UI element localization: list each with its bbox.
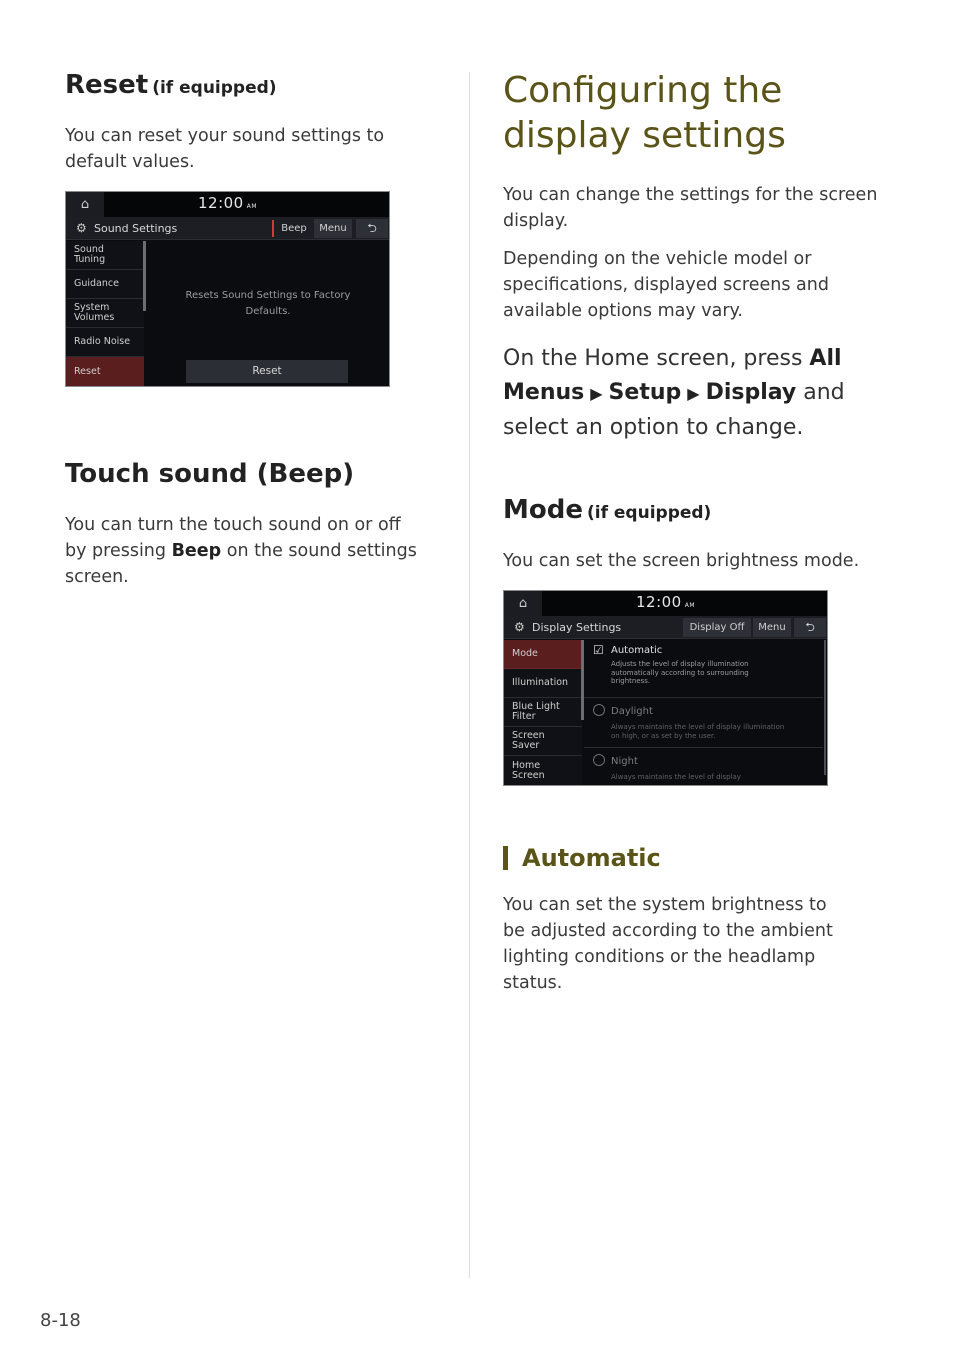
option-label: Automatic bbox=[611, 645, 663, 657]
right-column bbox=[503, 68, 903, 996]
status-bar bbox=[66, 192, 389, 217]
mode-title: Mode bbox=[503, 495, 583, 525]
mode-equipped-note: (if equipped) bbox=[586, 503, 712, 523]
chapter-title-line2: display settings bbox=[503, 115, 786, 156]
back-button[interactable] bbox=[794, 618, 826, 637]
menu-item-blue-light-filter[interactable] bbox=[504, 698, 582, 727]
menu-item-screen-saver[interactable] bbox=[504, 727, 582, 756]
chapter-title-line1: Configuring the bbox=[503, 70, 783, 111]
gear-icon: ⚙ bbox=[514, 620, 525, 635]
title-bar bbox=[66, 217, 389, 240]
automatic-title: Automatic bbox=[522, 844, 661, 873]
home-icon: ⌂ bbox=[504, 591, 542, 616]
menu-item-illumination[interactable] bbox=[504, 669, 582, 698]
display-off-button[interactable]: Display Off bbox=[683, 618, 751, 637]
beep-indicator bbox=[272, 220, 274, 237]
menu-item-label: Guidance bbox=[74, 278, 119, 290]
option-desc: Always maintains the level of display illumination on high, or as set by the user. bbox=[611, 723, 785, 740]
instr-text: On the Home screen, press bbox=[503, 346, 810, 371]
scrollbar[interactable] bbox=[143, 241, 146, 311]
arrow-right-icon: ▶ bbox=[590, 384, 603, 403]
menu-item-mode[interactable] bbox=[504, 640, 582, 669]
radio-icon bbox=[593, 754, 605, 766]
checkbox-checked-icon: ☑ bbox=[593, 643, 604, 658]
menu-item-label: Sound Tuning bbox=[74, 244, 106, 266]
display-settings-screenshot bbox=[503, 590, 828, 786]
menu-item-label: Blue Light Filter bbox=[512, 701, 560, 723]
menu-item-label: Screen Saver bbox=[512, 730, 545, 752]
page-number: 8-18 bbox=[40, 1310, 81, 1331]
menu-item-system-volumes[interactable] bbox=[66, 299, 144, 328]
option-label: Night bbox=[611, 756, 638, 768]
instr-all-menus: All Menus bbox=[503, 346, 842, 405]
option-night[interactable] bbox=[584, 749, 823, 786]
column-divider bbox=[469, 72, 470, 1278]
option-label: Daylight bbox=[611, 706, 653, 718]
sound-settings-screenshot bbox=[65, 191, 390, 387]
reset-title: Reset bbox=[65, 70, 149, 100]
screen-title: Display Settings bbox=[532, 621, 622, 635]
automatic-body: You can set the system brightness to be adjusted according to the ambient lighting conditions or the headlamp status. bbox=[503, 895, 833, 994]
reset-equipped-note: (if equipped) bbox=[152, 78, 277, 98]
display-menu-list bbox=[504, 640, 582, 786]
menu-item-label: Mode bbox=[512, 648, 538, 660]
touch-sound-body bbox=[65, 512, 420, 590]
clock bbox=[66, 194, 389, 212]
home-icon: ⌂ bbox=[66, 192, 104, 217]
clock-time: 12:00 bbox=[197, 194, 244, 213]
menu-item-label: Home Screen bbox=[512, 759, 545, 781]
gear-icon: ⚙ bbox=[76, 221, 87, 236]
reset-heading bbox=[65, 70, 425, 101]
automatic-heading bbox=[503, 844, 903, 872]
radio-icon bbox=[593, 704, 605, 716]
menu-item-guidance[interactable] bbox=[66, 270, 144, 299]
instr-setup: Setup bbox=[608, 380, 682, 405]
touch-body-text: You can turn the touch sound on or off by pressing bbox=[65, 515, 401, 562]
touch-sound-heading: Touch sound (Beep) bbox=[65, 459, 355, 490]
menu-button[interactable]: Menu bbox=[753, 618, 791, 637]
mode-body: You can set the screen brightness mode. bbox=[503, 551, 860, 572]
menu-item-label: System Volumes bbox=[74, 302, 115, 324]
title-bar bbox=[504, 616, 827, 639]
menu-button[interactable]: Menu bbox=[314, 219, 352, 238]
intro-text: You can change the settings for the screen display. bbox=[503, 185, 878, 231]
clock-time: 12:00 bbox=[635, 593, 682, 612]
mode-heading bbox=[503, 495, 903, 526]
reset-body: You can reset your sound settings to default values. bbox=[65, 126, 385, 173]
menu-item-reset[interactable] bbox=[66, 357, 144, 387]
back-icon: ⮌ bbox=[805, 620, 815, 635]
option-automatic[interactable] bbox=[584, 640, 823, 698]
option-desc: Always maintains the level of display bbox=[611, 773, 741, 782]
screen-title: Sound Settings bbox=[94, 222, 178, 236]
reset-action-button[interactable]: Reset bbox=[186, 360, 348, 383]
reset-message: Resets Sound Settings to Factory Defaults. bbox=[185, 290, 351, 318]
back-icon: ⮌ bbox=[367, 221, 377, 236]
chapter-title bbox=[503, 68, 903, 158]
heading-bar bbox=[503, 846, 508, 870]
touch-body-text-end: on the sound settings screen. bbox=[65, 541, 417, 588]
option-daylight[interactable] bbox=[584, 699, 823, 748]
sound-menu-list bbox=[66, 241, 144, 387]
intro-note: Depending on the vehicle model or specifications, displayed screens and available options may vary. bbox=[503, 249, 829, 321]
menu-item-label: Illumination bbox=[512, 677, 569, 689]
instr-text-end: and select an option to change. bbox=[503, 380, 845, 440]
reset-content bbox=[148, 241, 389, 386]
menu-item-radio-noise[interactable] bbox=[66, 328, 144, 357]
instr-display: Display bbox=[705, 380, 797, 405]
touch-body-bold: Beep bbox=[171, 541, 222, 562]
beep-button[interactable]: Beep bbox=[281, 223, 307, 235]
menu-item-label: Reset bbox=[74, 365, 101, 377]
left-column bbox=[65, 70, 425, 590]
status-bar bbox=[504, 591, 827, 616]
back-button[interactable] bbox=[356, 219, 388, 238]
instruction bbox=[503, 342, 863, 445]
arrow-right-icon: ▶ bbox=[687, 384, 700, 403]
clock bbox=[504, 593, 827, 611]
menu-item-label: Radio Noise bbox=[74, 336, 131, 348]
menu-item-sound-tuning[interactable] bbox=[66, 241, 144, 270]
mode-options bbox=[584, 640, 827, 785]
option-desc: Adjusts the level of display illumination automatically according to surrounding brightness. bbox=[611, 660, 749, 686]
clock-ampm: AM bbox=[246, 203, 257, 211]
clock-ampm: AM bbox=[684, 602, 695, 610]
menu-item-home-screen[interactable] bbox=[504, 756, 582, 786]
